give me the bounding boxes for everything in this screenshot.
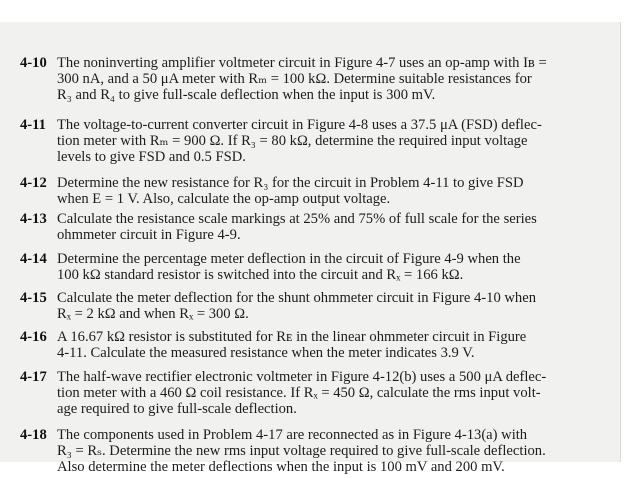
problem-line: when E = 1 V. Also, calculate the op-amp output voltage. [57, 191, 391, 207]
problem-line: tion meter with Rₘ = 900 Ω. If R₃ = 80 kΩ, determine the required input voltage [57, 133, 528, 149]
problem-line: 300 nA, and a 50 μA meter with Rₘ = 100 kΩ. Determine suitable resistances for [57, 71, 532, 87]
problem-line: The components used in Problem 4-17 are reconnected as in Figure 4-13(a) with [57, 427, 528, 443]
problem-number: 4-15 [20, 290, 47, 306]
problem-number: 4-14 [20, 251, 47, 267]
problem-text [57, 427, 612, 475]
problem-line: Determine the percentage meter deflection in the circuit of Figure 4-9 when the [57, 251, 521, 267]
problem-number: 4-17 [20, 369, 47, 385]
problem-line: tion meter with a 460 Ω coil resistance. If Rₓ = 450 Ω, calculate the rms input volt- [57, 385, 541, 401]
problem-text [57, 55, 612, 103]
problem-number: 4-12 [20, 175, 47, 191]
problem-text [57, 369, 612, 417]
problem-text [57, 175, 612, 207]
problem-number: 4-18 [20, 427, 47, 443]
problem-line: Rₓ = 2 kΩ and when Rₓ = 300 Ω. [57, 306, 249, 322]
problem-text [57, 290, 612, 322]
problem-line: R₃ and R₄ to give full-scale deflection when the input is 300 mV. [57, 87, 436, 103]
problem-line: The half-wave rectifier electronic voltmeter in Figure 4-12(b) uses a 500 μA deflec- [57, 369, 547, 385]
problem-text [57, 329, 612, 361]
problem-number: 4-11 [20, 117, 46, 133]
problem-line: ohmmeter circuit in Figure 4-9. [57, 227, 241, 243]
problem-line: The voltage-to-current converter circuit in Figure 4-8 uses a 37.5 μA (FSD) deflec- [57, 117, 542, 133]
problem-line: Calculate the meter deflection for the shunt ohmmeter circuit in Figure 4-10 when [57, 290, 537, 306]
problem-line: levels to give FSD and 0.5 FSD. [57, 149, 246, 165]
problem-text [57, 251, 612, 283]
problem-line: A 16.67 kΩ resistor is substituted for Rᴇ in the linear ohmmeter circuit in Figure [57, 329, 527, 345]
textbook-page [0, 22, 621, 475]
problem-text [57, 211, 612, 243]
problem-line: Determine the new resistance for R₃ for the circuit in Problem 4-11 to give FSD [57, 175, 524, 191]
problem-number: 4-13 [20, 211, 47, 227]
problem-line: Calculate the resistance scale markings at 25% and 75% of full scale for the series [57, 211, 537, 227]
problem-line: Also determine the meter deflections when the input is 100 mV and 200 mV. [57, 459, 505, 475]
problem-text [57, 117, 612, 165]
problem-line: 4-11. Calculate the measured resistance when the meter indicates 3.9 V. [57, 345, 475, 361]
problem-line: age required to give full-scale deflection. [57, 401, 297, 417]
problem-number: 4-10 [20, 55, 47, 71]
problem-number: 4-16 [20, 329, 47, 345]
problem-line: The noninverting amplifier voltmeter circuit in Figure 4-7 uses an op-amp with Iʙ = [57, 55, 547, 71]
problem-line: R₃ = Rₛ. Determine the new rms input voltage required to give full-scale deflection. [57, 443, 546, 459]
problem-line: 100 kΩ standard resistor is switched into the circuit and Rₓ = 166 kΩ. [57, 267, 464, 283]
